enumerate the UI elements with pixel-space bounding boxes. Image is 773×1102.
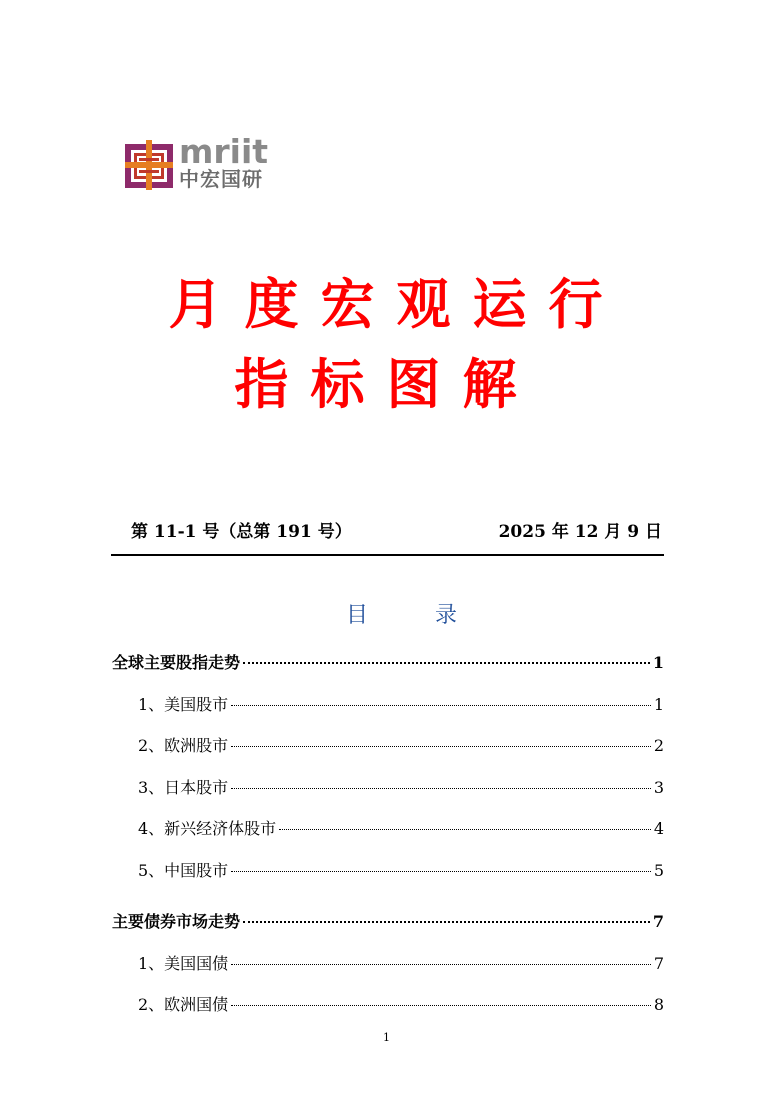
toc-leader-dots xyxy=(231,705,651,706)
toc-leader-dots xyxy=(243,921,650,923)
toc-leader-dots xyxy=(231,746,651,747)
toc-entry-label: 3、日本股市 xyxy=(138,777,229,797)
toc-leader-dots xyxy=(279,829,651,830)
toc-entry-label: 5、中国股市 xyxy=(138,860,229,880)
report-title-line-2: 指标图解 xyxy=(234,352,539,416)
toc-page-number: 3 xyxy=(653,777,664,797)
toc-section[interactable] xyxy=(112,909,664,951)
toc-leader-dots xyxy=(243,662,650,664)
toc-subsection[interactable] xyxy=(112,775,664,817)
logo-wordmark: mriit xyxy=(179,132,269,171)
toc-subsection[interactable] xyxy=(112,692,664,734)
page-number: 1 xyxy=(383,1031,390,1044)
toc-section[interactable] xyxy=(112,650,664,692)
toc-entry-label: 4、新兴经济体股市 xyxy=(138,819,277,838)
toc-page-number: 1 xyxy=(652,653,664,672)
toc-subsection[interactable] xyxy=(112,858,664,900)
toc-page-number: 8 xyxy=(653,995,664,1014)
toc-leader-dots xyxy=(231,1005,651,1006)
issue-date: 2025 年 12 月 9 日 xyxy=(498,522,662,542)
toc-entry-label: 1、美国股市 xyxy=(138,694,229,714)
toc-page-number: 1 xyxy=(653,694,664,714)
toc-entry-label: 2、欧洲股市 xyxy=(138,736,229,755)
toc-page-number: 7 xyxy=(653,953,664,973)
toc-leader-dots xyxy=(231,964,651,965)
toc-page-number: 2 xyxy=(653,736,664,755)
toc-entry-label: 1、美国国债 xyxy=(138,953,229,973)
toc-page-number: 5 xyxy=(653,860,664,880)
toc-heading: 目 录 xyxy=(346,603,487,628)
toc-page-number: 7 xyxy=(652,912,664,931)
issue-number: 第 11-1 号（总第 191 号） xyxy=(131,522,352,542)
report-title-line-1: 月度宏观运行 xyxy=(168,272,625,336)
toc-subsection[interactable] xyxy=(112,733,664,775)
toc-entry-label: 2、欧洲国债 xyxy=(138,995,229,1014)
toc-leader-dots xyxy=(231,871,651,872)
toc-subsection[interactable] xyxy=(112,992,664,1034)
toc-entry-label: 全球主要股指走势 xyxy=(112,653,241,672)
logo-chinese-name: 中宏国研 xyxy=(179,167,263,191)
toc-leader-dots xyxy=(231,788,651,789)
toc-subsection[interactable] xyxy=(112,816,664,858)
header-divider xyxy=(111,554,664,556)
toc-subsection[interactable] xyxy=(112,951,664,993)
mriit-logo xyxy=(125,132,269,192)
toc-spacer xyxy=(112,899,664,909)
toc-entry-label: 主要债券市场走势 xyxy=(112,912,241,931)
toc-page-number: 4 xyxy=(653,819,664,838)
table-of-contents xyxy=(112,650,664,1034)
mriit-logo-mark-icon xyxy=(125,140,173,190)
